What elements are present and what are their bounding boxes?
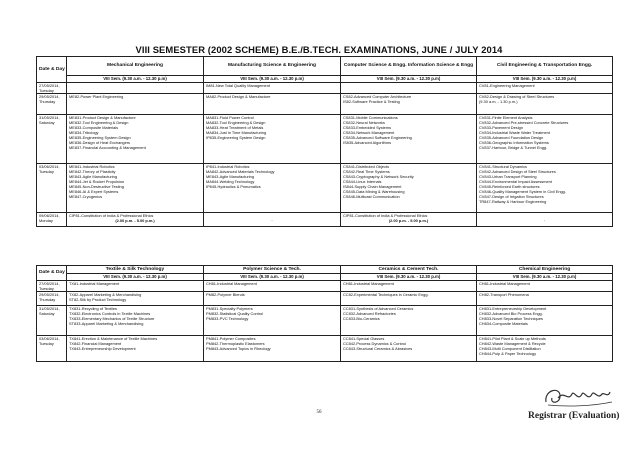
page-title: VIII SEMESTER (2002 SCHEME) B.E./B.TECH. EXAMINATIONS, JUNE / JULY 2014	[135, 44, 503, 55]
subject-line: CC832-Advanced Refractories	[343, 311, 396, 317]
subject-line: ME841-Industrial Robotics	[69, 164, 115, 170]
subject-line: CV832-Advanced Pre-stressed Concrete Structures	[479, 120, 569, 126]
subject-line: CH833-Novel Separation Techniques	[479, 316, 543, 322]
subject-cell	[477, 306, 613, 336]
subject-line: MA834-Just in Time Manufacturing	[206, 130, 267, 136]
subject-line: CC843-Structural Ceramics & Abrasives	[343, 346, 413, 352]
subject-line: MA844-Welding Technology	[206, 179, 255, 185]
subject-cell	[67, 281, 204, 292]
subject-line: ME831-Product Design & Manufacture	[69, 115, 136, 121]
subject-line: IS844-Supply Chain Management	[343, 184, 402, 190]
exam-row	[37, 292, 613, 306]
subject-cell	[341, 281, 477, 292]
exam-row	[37, 115, 613, 164]
subject-line: TX832-Electronics Controls in Textile Machines	[69, 311, 151, 317]
subject-line: IP835-Engineering System Design	[206, 135, 266, 141]
date-header: Date & Day	[37, 266, 67, 281]
date-header: Date & Day	[37, 57, 67, 83]
subject-cell	[67, 94, 204, 115]
date-text: Saturday	[39, 311, 55, 317]
subject-line: CH843-Multi Component Distillation	[479, 346, 541, 352]
subject-line: CH834-Composite Materials	[479, 321, 528, 327]
date-text: 09/06/2014,	[39, 213, 60, 219]
subject-line: PM841-Polymer Composites	[206, 336, 256, 342]
subject-cell	[341, 213, 477, 227]
subject-line: CH832-Advanced Bio Process Engg.	[479, 311, 543, 317]
subject-line: ME842-Theory of Plasticity	[69, 169, 116, 175]
subject-line: ME837-Financial Accounting & Management	[69, 145, 146, 151]
branch-header-mechanical: Mechanical Engineering	[67, 57, 204, 76]
subject-line: MA831-Fluid Power Control	[206, 115, 254, 121]
registrar-label: Registrar (Evaluation)	[528, 411, 620, 421]
page-number: 56	[316, 410, 322, 415]
subject-cell	[67, 306, 204, 336]
subject-line: CS841-Distributed Objects	[343, 164, 390, 170]
subject-cell	[477, 281, 613, 292]
subject-line: CS834-Network Management	[343, 130, 395, 136]
subject-cell	[477, 94, 613, 115]
subject-line: CV843-Urban Transport Planning	[479, 174, 537, 180]
subject-line: CIP81-Constitution of India & Professional Ethics	[69, 213, 154, 219]
date-text: 27/05/2014,	[39, 281, 60, 286]
subject-cell	[477, 292, 613, 306]
date-text: Tuesday	[39, 286, 54, 292]
date-text: 29/05/2014,	[39, 292, 60, 298]
subject-line: CS832-Neural Networks	[343, 120, 385, 126]
subject-cell	[204, 83, 341, 94]
subject-cell	[67, 164, 204, 213]
session-label: VIII Sem. (9.30 a.m. - 12.30 p.m)	[477, 76, 613, 83]
subject-cell	[67, 115, 204, 164]
exam-row	[37, 83, 613, 94]
exam-row	[37, 164, 613, 213]
subject-cell	[204, 213, 341, 227]
subject-line: CH81-Industrial Management	[479, 281, 530, 286]
subject-cell	[67, 336, 204, 362]
subject-cell	[67, 83, 204, 94]
subject-line: -	[271, 217, 273, 223]
subject-line: CV846-Quality Management System in Civil Engg.	[479, 189, 566, 195]
subject-cell	[67, 213, 204, 227]
subject-line: CS82-Advanced Computer Architecture	[343, 94, 412, 100]
subject-line: CC831-Synthesis of Advanced Ceramics	[343, 306, 414, 312]
subject-line: PM833-PVC Technology	[206, 316, 249, 322]
exam-date	[37, 83, 67, 94]
subject-line: IP845-Hydraulics & Pneumatics	[206, 184, 261, 190]
subject-cell	[204, 164, 341, 213]
subject-line: PM82-Polymer Blends	[206, 292, 245, 298]
subject-cell	[204, 336, 341, 362]
subject-line: CS845-Data Mining & Warehousing	[343, 189, 405, 195]
exam-row	[37, 336, 613, 362]
subject-line: MA842-Advanced Materials Technology	[206, 169, 275, 175]
subject-line: PM842-Thermoplastic Elastomers	[206, 341, 265, 347]
subject-line: CS833-Embedded Systems	[343, 125, 392, 131]
subject-cell	[341, 292, 477, 306]
subject-cell	[341, 164, 477, 213]
date-text: 27/05/2014,	[39, 83, 60, 88]
branch-header-computer-science: Computer Science & Engg. Information Science & Engg	[341, 57, 477, 76]
subject-line: TX843-Entrepreneurship Development	[69, 346, 136, 352]
subject-line: ME844-Jet & Rocket Propulsion	[69, 179, 125, 185]
date-text: Thursday	[39, 99, 56, 105]
subject-line: CH841-Pilot Plant & Scale up Methods	[479, 336, 546, 342]
subject-line: (9.30 a.m. - 1.30 p.m.)	[479, 99, 518, 105]
subject-line: ME835-Engineering System Design	[69, 135, 131, 141]
subject-cell	[341, 115, 477, 164]
subject-line: TX82-Apparel Marketing & Merchandising	[69, 292, 142, 298]
session-label: VIII Sem. (9.30 a.m. - 12.30 p.m)	[67, 76, 204, 83]
subject-cell	[341, 94, 477, 115]
subject-line: CH81-Industrial Management	[343, 281, 394, 286]
subject-line: CV845-Reinforced Earth structures	[479, 184, 540, 190]
subject-line: PM831-Specialty Polymers	[206, 306, 253, 312]
session-label: VIII Sem. (9.30 a.m. - 12.30 p.m)	[341, 76, 477, 83]
subject-cell	[477, 83, 613, 94]
subject-line: ST833-Apparel Marketing & Merchandising	[69, 321, 144, 327]
exam-row	[37, 213, 613, 227]
subject-line: CS831-Mobile Communications	[343, 115, 398, 121]
subject-cell	[341, 83, 477, 94]
subject-line: CV834-Industrial Waste Water Treatment	[479, 130, 550, 136]
subject-line: -	[543, 217, 546, 223]
session-time-note: (2.00 p.m. - 5.00 p.m.)	[115, 218, 155, 224]
session-label: VIII Sem. (9.30 a.m. - 12.30 p.m)	[204, 76, 341, 83]
subject-line: ST82-Silk by Product Technology	[69, 297, 127, 303]
subject-cell	[204, 306, 341, 336]
date-text: 03/06/2014,	[39, 336, 60, 342]
subject-cell	[477, 213, 613, 227]
subject-line: CH831-Entrepreneurship Development	[479, 306, 547, 312]
session-label: VIII Sem. (9.30 a.m. - 12.30 p.m)	[341, 274, 477, 281]
subject-line: CIP81-Constitution of India & Professional Ethics	[343, 213, 428, 219]
exam-date	[37, 94, 67, 115]
exam-table-engineering	[36, 56, 613, 227]
subject-cell	[341, 336, 477, 362]
subject-line: MA832-Tool Engineering & Design	[206, 120, 266, 126]
subject-line: TR847-Railway & Harbour Engineering	[479, 199, 547, 205]
date-text: Thursday	[39, 297, 56, 303]
exam-date	[37, 115, 67, 164]
branch-header-chemical: Chemical Engineering	[477, 266, 613, 274]
date-text: 03/06/2014,	[39, 164, 60, 170]
subject-cell	[477, 115, 613, 164]
subject-line: CV831-Finite Element Analysis	[479, 115, 533, 121]
subject-line: CV837-Harbour, Bridge & Tunnel Engg.	[479, 145, 548, 151]
subject-line: MA833-Heat Treatment of Metals	[206, 125, 264, 131]
subject-line: CV81-Engineering Management	[479, 83, 535, 88]
date-text: 29/05/2014,	[39, 94, 60, 100]
subject-line: CS835-Advanced Software Engineering	[343, 135, 412, 141]
subject-cell	[477, 164, 613, 213]
subject-line: ME843-Agile Manufacturing	[69, 174, 118, 180]
subject-line: TX831-Recycling of Textiles	[69, 306, 117, 312]
session-time-note: (2.00 p.m. - 5.00 p.m.)	[388, 218, 429, 224]
subject-line: TX81-Industrial Management	[69, 281, 120, 286]
branch-header-textile: Textile & Silk Technology	[67, 266, 204, 274]
subject-line: CC82-Experimental Techniques in Ceramic Engg.	[343, 292, 429, 298]
subject-cell	[204, 292, 341, 306]
subject-line: CV841-Structural Dynamics	[479, 164, 528, 170]
branch-header-manufacturing: Manufacturing Science & Engineering	[204, 57, 341, 76]
exam-row	[37, 94, 613, 115]
subject-line: MA82-Product Design & Manufacture	[206, 94, 271, 100]
subject-line: ME846-AI & Expert Systems	[69, 189, 119, 195]
subject-line: CS846-Multicast Communication	[343, 194, 400, 200]
subject-line: IS82-Software Practice & Testing	[343, 99, 400, 105]
subject-line: CS842-Real Time Systems	[343, 169, 390, 175]
subject-line: IM81-New Total Quality Management	[206, 83, 270, 88]
subject-line: CS844-Linux Internals	[343, 179, 382, 185]
subject-line: CV833-Pavement Design	[479, 125, 523, 131]
subject-line: CC841-Special Glasses	[343, 336, 385, 342]
date-text: Monday	[39, 218, 53, 224]
subject-line: ME833-Composite Materials	[69, 125, 119, 131]
date-text: Tuesday	[39, 169, 54, 175]
subject-line: PM832-Statistical Quality Control	[206, 311, 264, 317]
exam-date	[37, 281, 67, 292]
subject-cell	[204, 94, 341, 115]
subject-line: PM843-Advanced Topics in Rheology	[206, 346, 271, 352]
subject-cell	[477, 336, 613, 362]
registrar-signature	[538, 380, 618, 410]
subject-line: ME836-Design of Heat Exchangers	[69, 140, 130, 146]
subject-cell	[204, 281, 341, 292]
subject-line: IP841-Industrial Robotics	[206, 164, 250, 170]
branch-header-ceramics: Ceramics & Cement Tech.	[341, 266, 477, 274]
subject-line: CV844-Environmental Impact Assessment	[479, 179, 552, 185]
subject-line: CS843-Cryptography & Network Security	[343, 174, 414, 180]
subject-line: ME845-Non-Destructive Testing	[69, 184, 124, 190]
subject-cell	[67, 292, 204, 306]
exam-date	[37, 306, 67, 336]
subject-line: CC833-Bio-Ceramics	[343, 316, 380, 322]
subject-line: ME847-Cryogenics	[69, 194, 103, 200]
subject-cell	[341, 306, 477, 336]
subject-line: CH842-Waste Management & Recycle	[479, 341, 546, 347]
exam-row	[37, 306, 613, 336]
subject-line: CC842-Process Dynamics & Control	[343, 341, 406, 347]
subject-cell	[204, 115, 341, 164]
date-text: 31/05/2014,	[39, 115, 60, 121]
subject-line: CV82-Design & Drawing of Steel Structures	[479, 94, 555, 100]
exam-date	[37, 213, 67, 227]
subject-line: CV835-Advanced Foundation Design	[479, 135, 544, 141]
session-label: VIII Sem. (9.30 a.m. - 12.30 p.m)	[204, 274, 341, 281]
subject-line: CH81-Industrial Management	[206, 281, 257, 286]
subject-line: ME832-Tool Engineering & Design	[69, 120, 129, 126]
date-text: Tuesday	[39, 88, 54, 94]
branch-header-polymer: Polymer Science & Tech.	[204, 266, 341, 274]
exam-row	[37, 281, 613, 292]
exam-table-technology	[36, 265, 613, 362]
exam-date	[37, 164, 67, 213]
subject-line: CV842-Advanced Design of Steel Structures	[479, 169, 556, 175]
date-text: Saturday	[39, 120, 55, 126]
branch-header-civil: Civil Engineering & Transportation Engg.	[477, 57, 613, 76]
date-text: Tuesday	[39, 341, 54, 347]
subject-line: ME82-Power Plant Engineering	[69, 94, 124, 100]
subject-line: IS835-Advanced Algorithms	[343, 140, 392, 146]
subject-line: ME843-Agile Manufacturing	[206, 174, 255, 180]
exam-date	[37, 336, 67, 362]
subject-line: TX842-Financial Management	[69, 341, 122, 347]
subject-line: TX833-Elementary Mechanics of Textile Structure	[69, 316, 155, 322]
subject-line: CV836-Geographic Information Systems	[479, 140, 549, 146]
exam-date	[37, 292, 67, 306]
subject-line: CV847-Design of Irrigation Structures	[479, 194, 544, 200]
subject-line: ME834-Tribology	[69, 130, 99, 136]
subject-line: CH82-Transport Phenomena	[479, 292, 529, 298]
session-label: VIII Sem. (9.30 a.m. - 12.30 p.m)	[67, 274, 204, 281]
subject-line: CH844-Pulp & Paper Technology	[479, 351, 537, 357]
date-text: 31/05/2014,	[39, 306, 60, 312]
session-label: VIII Sem. (9.30 a.m. - 12.30 p.m)	[477, 274, 613, 281]
subject-line: TX841-Erection & Maintenance of Textile Machines	[69, 336, 158, 342]
